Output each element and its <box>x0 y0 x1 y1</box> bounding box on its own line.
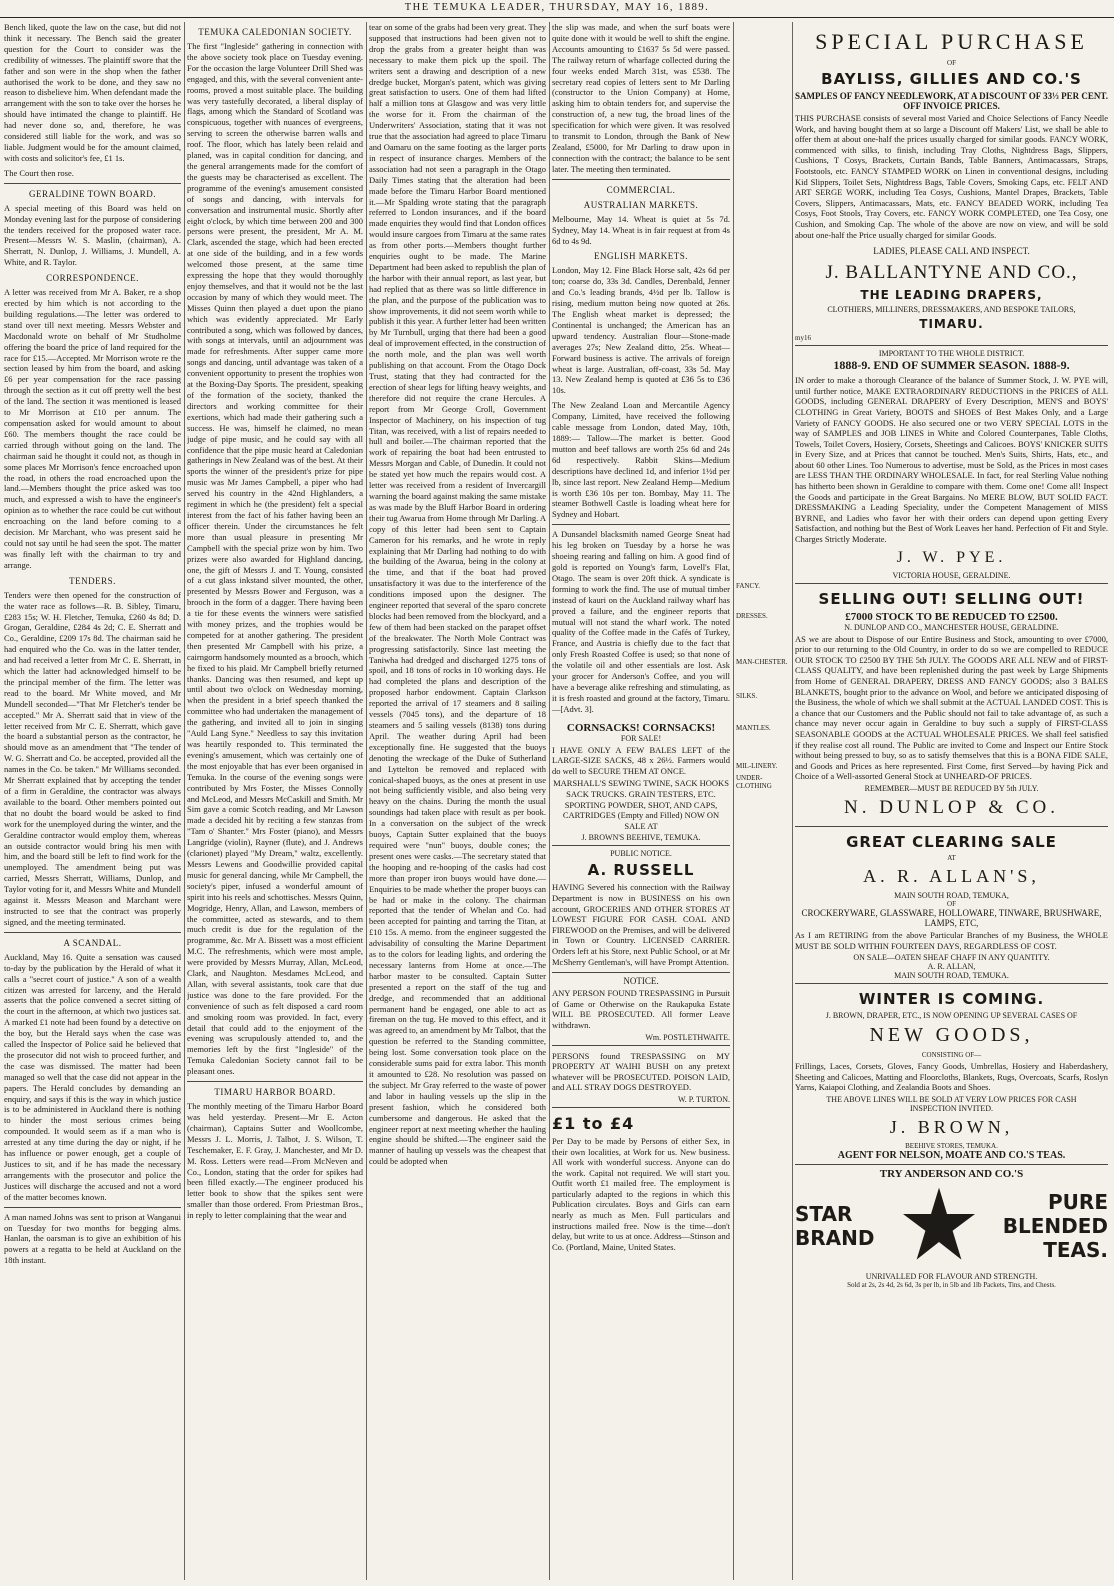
divider <box>552 179 730 180</box>
ad-firm-sub2: CLOTHIERS, MILLINERS, DRESSMAKERS, AND BESPOKE TAILORS, <box>827 305 1076 315</box>
ad-head: 1888-9. END OF SUMMER SEASON. 1888-9. <box>833 358 1070 373</box>
ad-name: BAYLISS, GILLIES AND CO.'S <box>821 70 1082 88</box>
ad-name: J. W. PYE. <box>896 548 1007 566</box>
divider <box>4 932 181 933</box>
article-text: The Court then rose. <box>4 167 74 178</box>
ad-head: TRY ANDERSON AND CO.'S <box>879 1167 1024 1180</box>
ad-body: Per Day to be made by Persons of either Sex, in their own localities, at Work for us. New business. All work with wonderful success. Anyone can do the work. Capital not required. We will start you. Outfit worth £1 mailed free. The employment is particularly adapted to the regions in which this Publication circulates. Boys and Girls can earn nearly as much as Men. Full particulars and instructions mailed free. Now is the time—don't delay, but write to us at once. Address—Stinson and Co. (Portland, Maine, United States. <box>552 1135 730 1252</box>
ad-body: AS we are about to Dispose of our Entire Business and Stock, amounting to over £7000, prior to our returning to the Old Country, in order to do so we are compelled to REDUCE OUR STOCK TO £2500 BY THE 5th JULY. The GOODS ARE ALL NEW and of FIRST-CLASS QUALITY, and have been replenished during the past week by Large Shipments from Home of GENERAL DRAPERY, DRESS AND FANCY GOODS; also 3 BALES BLANKETS, bought prior to the advance on Wool, and before we anticipated disposing of the Business, the whole of which we shall submit at the ACTUAL LANDED COST. This is a chance that our Customers and the Public should not fail to take advantage of, as such a chance may never occur again in Geraldine to buy such a supply of FIRST-CLASS SEASONABLE GOODS at the ACTUAL WHOLESALE PRICES. We shall feel satisfied if they realise cost all round. The Public are invited to Come and Inspect our Entire Stock without being pressed to buy, so as to satisfy themselves that this is a BONA FIDE SALE, and Goods and Prices as here represented. First Come, first Served—by having Pick and Choice of a Well-assorted General Stock at UNHEARD-OF PRICES. <box>795 633 1108 782</box>
subheading: TENDERS. <box>69 575 116 586</box>
ad-body: HAVING Severed his connection with the Railway Department is now in BUSINESS on his own account, GROCERIES AND OTHER STORES AT LOWEST FIGURE FOR CASH. COAL AND FIREWOOD on the Premises, and will be delivered in Town or Country. LICENSED CARRIER. Orders left at his Store, next Public School, or at Mr McSherry Gentleman's, will have Prompt Attention. <box>552 882 730 967</box>
ad-head: SELLING OUT! SELLING OUT! <box>818 589 1085 608</box>
tea-word: PURE <box>1048 1189 1108 1214</box>
column-1 <box>4 22 181 1580</box>
ad-consisting: CONSISTING OF— <box>921 1051 982 1060</box>
ad-sub: £7000 STOCK TO BE REDUCED TO £2500. <box>845 610 1058 623</box>
bayliss-ad <box>795 22 1108 346</box>
column-2 <box>187 22 363 1580</box>
ad-body: PERSONS found TRESPASSING on MY PROPERTY AT WAIHI BUSH on any pretext whatever will be PROSECUTED. POISON LAID, and ALL STRAY DOGS DESTROYED. <box>552 1050 730 1093</box>
dept-label: UNDER-CLOTHING <box>736 774 772 790</box>
ad-stores: BEEHIVE STORES, TEMUKA. <box>905 1141 998 1150</box>
ad-chaff: ON SALE—OATEN SHEAF CHAFF IN ANY QUANTITY. <box>853 953 1050 963</box>
ad-firm: N. DUNLOP AND CO., MANCHESTER HOUSE, GERALDINE. <box>844 622 1059 632</box>
column-5 <box>736 22 789 1580</box>
section-heading: TIMARU HARBOR BOARD. <box>214 1087 336 1098</box>
dept-label: MAN-CHESTER. <box>736 658 788 666</box>
allan-ad <box>795 827 1108 984</box>
ad-at: AT <box>947 853 956 862</box>
brown-ad <box>795 984 1108 1165</box>
ad-head: GREAT CLEARING SALE <box>846 832 1057 851</box>
subheading: ENGLISH MARKETS. <box>593 251 688 262</box>
column-rule <box>184 22 185 1580</box>
column-rule <box>549 22 550 1580</box>
ad-sign: Wm. POSTLETHWAITE. <box>645 1032 730 1042</box>
ad-title: SPECIAL PURCHASE <box>815 29 1088 54</box>
article-text: Bench liked, quote the law on the case, but did not think it necessary. The Bench said the greater question for the Court to consider was the credibility of witnesses. The plaintiff swore that the father and son were in the shop when the father authorised the work to be done, and they saw no reason to disbelieve him. When defendant made the arrangement with the son to take over the horses he should have intimated the change to plaintiff. He had never done so, and, therefore, he was considered still liable for the work, and was so liable. Judgment would be for the amount claimed, with costs and solicitor's fee, £1 1s. <box>4 22 181 163</box>
article-text: Melbourne, May 14. Wheat is quiet at 5s 7d. Sydney, May 14. Wheat is in fair request at from 4s 6d to 4s 9d. <box>552 213 730 246</box>
tea-words-right <box>1003 1190 1108 1262</box>
column-4 <box>552 22 730 1580</box>
ad-sign2: MAIN SOUTH ROAD, TEMUKA. <box>894 971 1009 981</box>
notice-ad <box>552 973 730 1045</box>
star-icon <box>899 1186 979 1266</box>
article-text: A man named Johns was sent to prison at Wanganui on Tuesday for two months for begging alms. Hanlan, the oarsman is to give an exhibition of his powers at a regatta to be held at Auckland on the 18th instant. <box>4 1211 181 1266</box>
ad-agent: AGENT FOR NELSON, MOATE AND CO.'S TEAS. <box>837 1149 1066 1161</box>
ad-name: J. BROWN, <box>889 1116 1014 1137</box>
divider <box>552 524 730 525</box>
ad-body: Frillings, Laces, Corsets, Gloves, Fancy Goods, Umbrellas, Hosiery and Haberdashery, Sheeting and Calicoes, Matting and Floorcloths, Blankets, Rugs, Overcoats, Scarfs, Roslyn Yarns, Kaiapoi Clothing, and Zealandia Boots and Shoes. <box>795 1061 1108 1093</box>
subheading: AUSTRALIAN MARKETS. <box>583 199 699 210</box>
ad-invited: INSPECTION INVITED. <box>909 1103 994 1113</box>
ad-house: VICTORIA HOUSE, GERALDINE. <box>892 570 1011 580</box>
cornsacks-ad <box>552 719 730 847</box>
ad-body: ANY PERSON FOUND TRESPASSING in Pursuit of Game or Otherwise on the Raukapuka Estate WILL BE PROSECUTED. All former Leave withdrawn. <box>552 988 730 1030</box>
subheading: CORRESPONDENCE. <box>46 273 139 284</box>
pye-ad <box>795 346 1108 584</box>
trespass-ad <box>552 1046 730 1108</box>
ad-town: TIMARU. <box>919 317 984 332</box>
tea-word: TEAS. <box>1043 1237 1108 1262</box>
article-text: London, May 12. Fine Black Horse salt, 42s 6d per ton; coarse do, 33s 3d. Candles, Derenbald, Jenner and Co.'s leading brands, 4½d per lb. Tallow is rising, medium mutton being now quoted at 26s. The English wheat market is depressed; the Continental is unchanged; the American has an upward tendency. Australian flour—Stone-made averages 27s; New Zealand ditto, 25s. Wheat—Forward business is active. The arrivals of foreign wheat is large. Australian, off-coast, 33s 5d. May 13. New Zealand hemp is quoted at £36 5s to £36 10s. <box>552 265 730 396</box>
work-ad <box>552 1108 730 1258</box>
dept-label: DRESSES. <box>736 612 768 620</box>
ad-sign: W. P. TURTON. <box>677 1094 730 1104</box>
article-text: the slip was made, and when the surf boats were quite done with it would be well to shift the engine. Accounts amounting to £1637 5s 5d were passed. The railway return of wharfage collected during the four weeks ended March 31st, was £538. The secretary read copies of letters sent to Mr Darling (constructor to the Union Company) at Home, asking him to obtain tenders for, and supervise the construction of, a new tug, the broad lines of the specification for which were given. It was resolved to transmit to London, through the Bank of New Zealand, £5000, for Mr Darling to draw upon in connection with the contract; the balance to be sent later. The meeting then terminated. <box>552 22 730 174</box>
tea-word: BLENDED <box>1002 1213 1108 1238</box>
article-text: The monthly meeting of the Timaru Harbor Board was held yesterday. Present—Mr E. Acton (chairman), Captains Sutter and Woollcombe, Messrs J. L. Morris, J. Talbot, J. S. Wilson, T. Teschemaker, E. F. Gray, J. Manchester, and Mr D. M. Ross. Letters were read—From McNeven and Co., London, stating that the order for spikes had been filled exactly.—The engineer produced his letter book to show that the spikes sent were smaller than those ordered. From Priestman Bros., in reply to letter complaining that the wear and <box>187 1101 363 1221</box>
ad-of: OF <box>947 899 956 908</box>
ad-name: N. DUNLOP & CO. <box>844 796 1059 818</box>
article-text: Tenders were then opened for the construction of the water race as follows—R. B. Sibley, Timaru, £283 15s; W. H. Fletcher, Temuka, £260 4s 8d; D. Grogan, Geraldine, £284 4s 2d; C. E. Sherratt and Co., Geraldine, £209 17s 8d. The chairman said he had enquired who the Co. was in the latter tender, and had received a letter from Mr C. E. Sherratt, in which the latter had acknowledged himself to be the principal member of the firm. The letter was read to the board. Mr White moved, and Mr Mundell seconded—"That Mr Fletcher's tender be accepted." Mr A. Sherratt said that in view of the letter received from Mr C. E. Sherratt, which gave the board a substantial person as the contractor, he should move as an amendment that "The tender of W. G. Sherratt and Co. be accepted, provided all the names in the Co. be taken." Mr Williams seconded. Mr Sherratt explained that by accepting the tender of a firm in Geraldine, the contractor was always available to the board. Other members pointed out that no doubt the board would be asked to find work for the unemployed during the winter, and the Geraldine contractor would employ them, whereas an outside contractor would bring his men with him, and the board still be left to find work for the unemployed. The amendment being put was carried, Messrs Sherratt, Williams, Dunlop, and Taylor voting for it, and Messrs White and Mundell against it. Messrs Meason and Marchant were instructed to see that the contract was properly signed, and the meeting terminated. <box>4 589 181 927</box>
ad-title: CORNSACKS! CORNSACKS! <box>566 721 716 734</box>
ad-big: NEW GOODS, <box>869 1024 1034 1047</box>
masthead: THE TEMUKA LEADER, THURSDAY, MAY 16, 1889. <box>404 2 710 13</box>
column-rule <box>366 22 367 1580</box>
masthead-rule <box>0 17 1114 18</box>
ad-code: my16 <box>795 334 811 343</box>
ad-goods: CROCKERYWARE, GLASSWARE, HOLLOWARE, TINWARE, BRUSHWARE, LAMPS, ETC, <box>801 907 1102 928</box>
column-3 <box>369 22 546 1580</box>
ad-ladies: LADIES, PLEASE CALL AND INSPECT. <box>873 246 1030 257</box>
column-rule <box>792 22 793 1580</box>
ad-body: THIS PURCHASE consists of several most Varied and Choice Selections of Fancy Needle Work, and having bought them at so large a Discount off Makers' List, we shall be able to offer them at about one-half the prices usually charged for similar goods. FANCY WORK, commenced with silks, to finish, including Tray Cloths, Nightdress Bags, Slippers, Cushions, T Cosys, Brackets, Curtain Bands, Table Banners, Antimacassars, Straps, Footstools, etc. FANCY STAMPED WORK on Linen in conventional designs, including Kid Slippers, Toilet Sets, Nightdress Bags, Table Covers, Smoking Caps, etc. FELT AND ART SERGE WORK, including Tea Cosys, Cushions, Mantel Drapes, Brackets, Table Covers, Slippers, Antimacassars, Mats, etc. FANCY BEADED WORK, including Tea Cosys, Foot Stools, Tray Covers, etc. FANCY WORK COMPLETED, one Tea Cosy, one Cushion, and Smoking Cap. The whole of the above are now on view, and will be sold about one-half the Price usually charged for similar Goods. <box>795 113 1108 240</box>
ad-title: NOTICE. <box>623 976 659 987</box>
russell-ad <box>552 846 730 973</box>
article-text: Auckland, May 16. Quite a sensation was caused to-day by the publication by the Herald of what it calls a "secret court of justice." A son of a wealth citizen was arrested for larceny, and the Herald asserts that the police convened a secret sitting of the court in the afternoon, at which two justices sat. A marked £1 note had been found by a detective on the boy, but the Herald says when the case was called the Inspector of Police said he believed that the prosecutor did not wish to proceed further, and the case was dismissed. The matter had been managed so well that the case did not appear in the papers. The Herald concludes by demanding an enquiry, and says if this is the way in which justice is to be administered in Auckland there is nothing to hinder the most serious crimes being compounded. It would seem as if a man who is arrested at any time during the day or night, if he has influence or power enough, get a couple of Justices to sit, and if he has made the necessary arrangements with the prosecutor and police the Justices will discharge the accused and not a word of the matter becomes known. <box>4 951 181 1202</box>
section-heading: TEMUKA CALEDONIAN SOCIETY. <box>198 27 352 37</box>
ad-footer: J. BROWN'S BEEHIVE, TEMUKA. <box>581 833 701 843</box>
section-heading: GERALDINE TOWN BOARD. <box>29 188 156 199</box>
dunlop-ad <box>795 584 1108 827</box>
ad-foot2: Sold at 2s, 2s 4d, 2s 6d, 3s per lb, in 5lb and 1lb Packets, Tins, and Chests. <box>847 1280 1056 1289</box>
ad-items: MARSHALL'S SEWING TWINE, SACK HOOKS SACK TRUCKS. GRAIN TESTERS, ETC. SPORTING POWDER, SHOT, AND CAPS, CARTRIDGES (Empty and Filled) NOW ON SALE AT <box>553 778 729 831</box>
dept-label: MANTLES. <box>736 724 771 732</box>
article-text: A special meeting of this Board was held on Monday evening last for the purpose of considering the tenders received for the proposed water race. Present—Messrs W. S. Maslin, (chairman), A. Sherratt, N. Dunlop, J. Williams, J. Mundell, A. White, and R. Taylor. <box>4 202 181 268</box>
article-text: The first "Ingleside" gathering in connection with the above society took place on Tuesday evening. For the occasion the large Volunteer Drill Shed was engaged, and this, with the several convenient ante-rooms, proved a most suitable place. The building was very tastefully decorated, a liberal display of flags, among which the Standard of Scotland was conspicuous, together with nuances of evergreens, serving to screen the otherwise barren walls and roof. The floor, which has lately been relaid and planed, was in capital condition for dancing, and the general arrangements made for the comfort of the guests may be characterised as excellent. The programme of the evening's amusement consisted of songs and dancing, with intervals for conversation and instrumental music. Shortly after eight o'clock, by which time between 200 and 300 persons were present, the president, Mr A. M. Clark, ascended the stage, which had been erected at one side of the building, and in a few words welcomed those present, at the same time expressing the hope that they would thoroughly enjoy themselves, and that it would not be the last occasion by many of which they would meet. The Misses Quinn then played a duet upon the piano which was evidently appreciated. Mr Early contributed a song, which was followed by dances, with songs at intervals, until an adjournment was made for refreshments. After supper came more songs and dancing, until advantage was taken of a convenient opportunity to present the trophies won at the Boxing-Day Sports. The president, speaking of the formation of the society, thanked the directors and working committee for their exertions, which had made their gathering such a success. He was, himself he claimed, no mean judge of pipe music, and he could say with all confidence that the pipe music heard at Caledonian gatherings in New Zealand was of the best. At their sports the winner of the president's prize for pipe music was Mr James Campbell, a piper who had served his country in the 42nd Highlanders, a regiment in which he (the president) felt a special interest from the fact of his father having been an officer therein. Under the circumstances he felt more than usual pleasure in presenting Mr Campbell with the special prize won by him. Two prizes were also awarded for Highland dancing, one, the gift of Messrs J. and T. Young, consisted of a cut glass inkstand silver mounted, the other, presented by Messrs Bower and Ferguson, was a brooch in the form of a dagger. There having been a tie for these events the winners were satisfied with money prizes, and the trophies would be competed for at another gathering. The president then presented Mr Campbell with his prize, a cairngorm handsomely mounted as a brooch, which he fixed to his plaid. Mr Campbell briefly returned thanks. Dancing was then resumed, and kept up until about two o'clock on Wednesday morning, when the president in a brief speech thanked the committee who had undertaken the management of the gathering, and invited all to join in singing "Auld Lang Syne." Needless to say this invitation was heartily responded to. This terminated the evening's amusement, which was certainly one of the most enjoyable that has ever been organised in Temuka. In the course of the evening songs were contributed by Mrs Foster, the Misses Connolly and McLeod, and Messrs McCaskill and Smith. Mr Sim gave a comic Scotch reading, and Mr Lawson made a decided hit by reciting a few stanzas from "Tam o' Shanter." Mrs Foster (piano), and Messrs Langridge (violin), Rayner (flute), and J. Andrews (clarionet) played "My Dream," waltz, excellently. Messrs Lewens and Goodwillie provided capital music for general dancing, while Mr Campbell, the society's piper, infused a wonderful amount of spirit into his reels and schottisches. Messrs Quinn, Mogridge, Henry, Allan, and Lawson, members of the committee, acted as stewards, and to them much credit is due for the regulation of the programme, &c. Mr A. Bissett was a most efficient M.C. The refreshments, which were most ample, were provided by Messrs Murray, Allan, McLeod, Clark, and Naughton. Mesdames McLeod, and Allan, with several assistants, took care that due justice was done to the fare provided. For the convenience of such as felt disposed a card room and smoking room was provided. In fact, every detail that could add to the enjoyment of the evening was scrupulously attended to, and the memories left by the first "Ingleside" of the Temuka Caledonian Society cannot fail to be pleasant ones. <box>187 41 363 1077</box>
ad-foot: UNRIVALLED FOR FLAVOUR AND STRENGTH. <box>865 1271 1038 1281</box>
ad-remember: REMEMBER—MUST BE REDUCED BY 5th JULY. <box>864 783 1039 793</box>
dept-label: FANCY. <box>736 582 761 590</box>
ad-name: A. RUSSELL <box>587 861 695 880</box>
ad-top: IMPORTANT TO THE WHOLE DISTRICT. <box>878 349 1025 359</box>
ad-price: £1 to £4 <box>552 1113 635 1133</box>
ad-head: WINTER IS COMING. <box>858 990 1045 1009</box>
article-text: A letter was received from Mr A. Baker, re a shop erected by him which is not according to the building regulations.—The letter was ordered to stand over till next meeting. Messrs Webster and Macdonald wrote on behalf of Mr Studholme offering the board the price of land required for the race for £15.—Accepted. Mr Morrison wrote re the section leased by him from the board, and asking £6 per year compensation for the race passing through the section as it cut off pretty well the best of the land. The section it was mentioned is leased to Mr Morrison at £10 per annum. The compensation asked for would amount to about £60. The members thought the race could be carried through without going on the land. The chairman said he thought it could not, as though in some places Mr Morrison's fence encroached upon the road, in others the road encroached upon the land.—Members thought the price asked was too much, and expressed a wish to have the engineer's opinion as to whether the race could be cut without encroaching on the land before coming to a decision. Mr Marchant, who was present said he could not say until he had seen the spot. The matter was finally left with the chairman to try and arrange. <box>4 287 181 570</box>
ad-of: OF <box>947 59 956 67</box>
tea-word: BRAND <box>795 1225 875 1250</box>
ad-body2: THE ABOVE LINES WILL BE SOLD AT VERY LOW PRICES FOR CASH <box>826 1094 1077 1104</box>
ad-body: IN order to make a thorough Clearance of the balance of Summer Stock, J. W. PYE will, until further notice, MAKE EXTRAORDINARY REDUCTIONS in the PRICES of ALL GOODS, including GENERAL DRAPERY of Every Description, MEN'S and BOYS' CLOTHING in Great Variety, BOOTS and SHOES of Best Makes Only, and a Large Variety of FANCY GOODS. He also secured one or two VERY SPECIAL LOTS in the way of SAMPLES and JOB LINES in White and Colored Counterpanes, Table Cloths, Towels, Toilet Covers, Hosiery, Corsets, Sheetings and Calicoes. BOYS' KNICKER SUITS in Every Size, and at Prices that cannot be touched. Men's Suits, Shirts, Hats, etc., and about 60 other Lines. Too Numerous to advertise, must be Sold, as the Prices in most cases are LESS THAN THE ORDINARY WHOLESALE. In fact, for real Sterling Value nothing has hitherto been shown in Geraldine to compare with them. Come one! Come all! Inspect the Goods and participate in the Great Bargains. No MERE BLOW, BUT SOLID FACT. DRESSMAKING a Leading Speciality, under the Competent Management of MISS BYRNE, and Ladies who favor her with their orders can depend upon getting Every Satisfaction, and nothing but the Best of Work Leaves her hand. Perfection of Fit and Style. Charges Strictly Moderate. <box>795 375 1108 545</box>
article-text: The New Zealand Loan and Mercantile Agency Company, Limited, have received the following cable message from London, dated May, 10th, 1889:— Tallow—The market is better. Good mutton and beef tallows are worth 25s 6d and 24s 6d respectively. Rabbit Skins—Medium descriptions have declined 1d, and inferior 1½d per lb, since last report. New Zealand Hemp—Medium is worth £36 10s per ton. Bombay, May 11. The steamer Bothwell Castle is loading wheat here for Sydney and Hobart. <box>552 400 730 520</box>
tea-words-left <box>795 1202 874 1250</box>
ad-sub: FOR SALE! <box>620 733 662 743</box>
ad-firm: J. BALLANTYNE AND CO., <box>825 262 1078 284</box>
tea-ad <box>795 1165 1108 1292</box>
ad-body: I HAVE ONLY A FEW BALES LEFT of the LARGE-SIZE SACKS, 48 x 26½. Farmers would do well to SECURE THEM AT ONCE. <box>552 744 730 776</box>
divider <box>4 1207 181 1208</box>
dept-labels <box>736 582 789 790</box>
spacer <box>736 22 789 582</box>
tea-ornament <box>795 1186 1108 1266</box>
ad-title: PUBLIC NOTICE. <box>610 849 672 859</box>
section-heading: A SCANDAL. <box>63 937 122 948</box>
dept-label: MIL-LINERY. <box>736 762 778 770</box>
article-text: A Dunsandel blacksmith named George Sneat had his leg broken on Tuesday by a horse he was shoeing rearing and falling on him. A good find of gold is reported on Young's farm, Lovell's Flat, Otago. The seam is over 20ft thick. A syndicate is forming to work the find. The use of mutual timber instead of kauri on the Auckland railway wharf has proved a failure, and the engineer reports that mutual will not stand the wharf work. The noted quality of the Coffee made in the Cafés of Turkey, France, and Austria is chiefly due to the fact that only Fresh Roasted Coffee is used; so that none of the volatile oil and other essentials are lost. Ask your grocer for Anderson's Coffee, and you will have a beverage alike refreshing and stimulating, as it is fresh roasted and ground at the factory, Timaru.—[Advt. 3]. <box>552 529 730 714</box>
article-text: tear on some of the grabs had been very great. They supposed that instructions had been given not to drop the grabs from a greater height than was necessary to make them pick up the spoil. The writers sent a drawing and description of a new dredge bucket, Morgan's patent, which was giving great satisfaction to users. One of them had lifted half a million tons at Glasgow and was very little the worse for it. From the chairman of the Underwriters' Association, stating that it was not true that the association had agreed to place Timaru and Oamaru on the same footing as the larger ports in respect of insurance charges. Members of the association had not seen a paragraph in the Otago Daily Times stating that the alteration had been made before the Timaru Harbor Board mentioned it.—Mr Spalding wrote stating that the paragraph referred to London insurances, and if the board made enquiries they would find that London offices would insure cargoes from Timaru at the same rates as from other ports.—Members thought further enquiries ought to be made. The Marine Department had been asked to republish the plan of the harbor with their annual report, as last year, but had replied that as there was so little difference in the plan, and the purpose of the publication was to show improvements, it did not seem worth while to publish it this year. A further letter had been written by Mr Turnbull, urging that there had been a good deal of improvement effected, in the construction of the north mole, and the plan was well worth publishing on that account. From the Otago Dock Trust, stating that they had contracted for the erection of shear legs for lifting heavy weights, and therefore did not require the crane Hercules. A report from Mr George Croll, Government Inspector of Machinery, on his inspection of tug Titan, was received, with a list of repairs needed to hull and boiler.—The chairman reported that the work of repairing the boat had been entrusted to Messrs Morgan and Cable, of Dunedin. It could not be stated yet how much the repairs would cost. A letter was received from a resident of Invercargill warning the board against making the same mistake as was made by the Bluff Harbor Board in ordering their tug Awarua from Home through Mr Darling. A copy of this letter had been sent to Captain Cameron for his remarks, and he wrote in reply explaining that Mr Darling had nothing to do with the building of the Awarua, being in the colony at the time, and that if the boat had proved unsatisfactory it was due to the interference of the conditions imposed upon the designer. The engineer reported that several of the sparo concrete blocks had been removed from the blockyard, and a few of them had been stacked on the parapet offset of the breakwater. The North Mole Contract was progressing satisfactorily. Since last meeting the Taniwha had dredged and discharged 1275 tons of spoil, and 18 tons of rocks in 10 working days. He had completed the plans and description of the proposed harbor endowment. Captain Clarkson reported the arrival of 17 steamers and 8 sailing vessels (7045 tons), and the departure of 18 steamers and 5 sailing vessels (8138) tons during April. The weather during April had been exceptionally fine. He suggested that the buoys denoting the wreckage of the Duke of Sutherland and Lyttelton be removed and replaced with conical-shaped buoys, as the ones at present in use not being sufficiently visible, and also being very heavy on the chains. During the month the usual soundings had taken place with result as per book. In a conversation on the subject of the wreck buoys, Captain Sutter explained that the buoys required were "nun" buoys, double cones; the present ones were casks.—The secretary stated that the hooping and re-hooping of the casks had cost more than proper iron buoys would have done.—Enquiries to be made whether the proper buoys can be had or make in the colony. The chairman reported that the tender of Whelan and Co. had been accepted for painting and tarring the Titan, at £10 15s. A memo. from the engineer suggested the advisability of consulting the Marine Department as to the colors for leading lights, and ordering the necessary lanterns from Home at once.—The harbor master to be consulted. Captain Sutter presented a report on the staff of the tug and dredge, and recommended that an additional permanent hand be engaged, one able to act as fireman on the tug. He moved to this effect, and it was agreed to, an amendment by Mr Talbot, that the question be referred to the Standing committee, being lost. Some conversation took place on the considerable sums paid for extra labor. This month it amounted to £28. No resolution was passed on the subject. Mr Gray referred to the waste of power and labor in hauling vessels up the slip in the present fashion, which he considered both cumbersome and dangerous. He asked that the engineer report at next meeting whether the hauling engine should be shifted.—The engineer said the manner of hauling up vessels was the cheapest that could be adopted when <box>369 22 546 1167</box>
ad-intro: J. BROWN, DRAPER, ETC., IS NOW OPENING UP SEVERAL CASES OF <box>825 1011 1078 1021</box>
ad-firm-sub: THE LEADING DRAPERS, <box>860 288 1043 303</box>
column-rule <box>733 22 734 1580</box>
tea-word: STAR <box>795 1201 853 1226</box>
dept-label: SILKS. <box>736 692 758 700</box>
divider <box>187 1081 363 1082</box>
section-heading: COMMERCIAL. <box>606 184 676 195</box>
column-6 <box>795 22 1108 1580</box>
divider <box>4 183 181 184</box>
ad-sub: SAMPLES OF FANCY NEEDLEWORK, AT A DISCOUNT OF 33⅓ PER CENT. OFF INVOICE PRICES. <box>795 91 1108 111</box>
ad-name: A. R. ALLAN'S, <box>863 865 1040 886</box>
ad-addr: MAIN SOUTH ROAD, TEMUKA, <box>894 890 1009 900</box>
ad-sign: A. R. ALLAN, <box>927 962 976 972</box>
ad-body: As I am RETIRING from the above Particular Branches of my Business, the WHOLE MUST BE SOLD WITHIN FOURTEEN DAYS, REGARDLESS OF COST. <box>795 929 1108 951</box>
